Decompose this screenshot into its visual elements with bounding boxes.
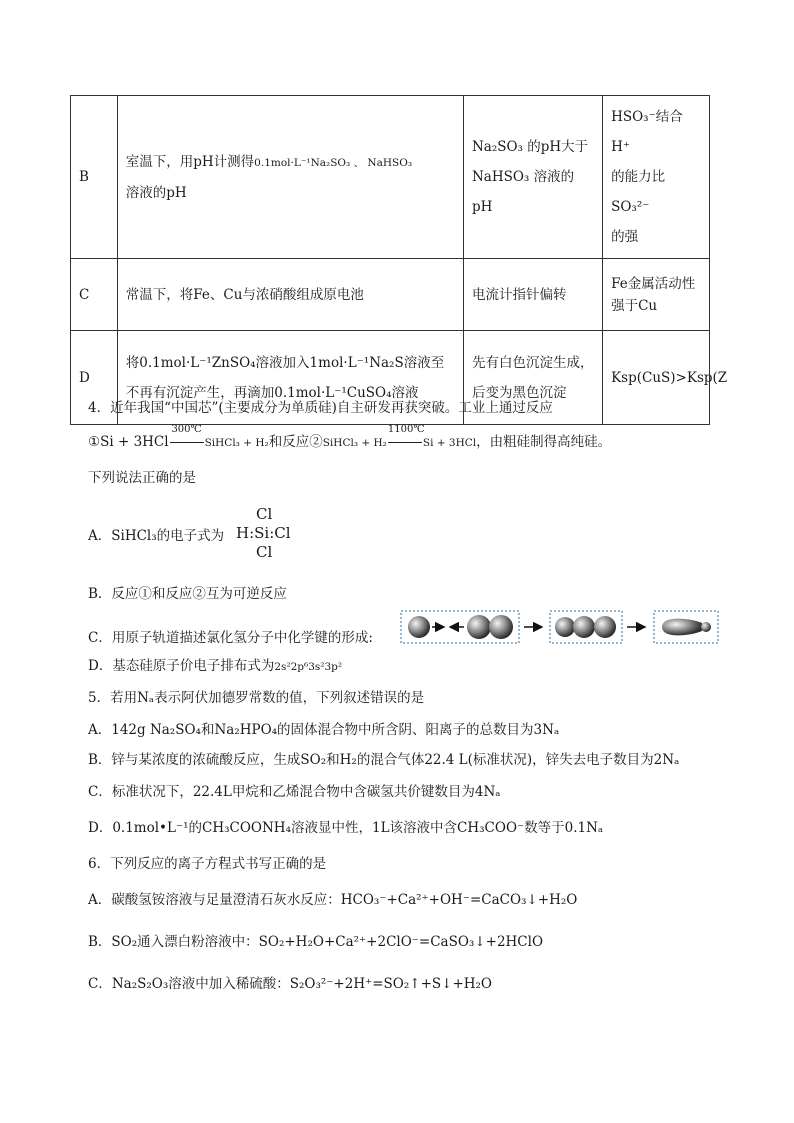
phenomenon-text: Na₂SO₃ 的pH大于 bbox=[471, 139, 589, 155]
q4-option-d bbox=[88, 656, 342, 677]
reaction1-reactants: ①Si + 3HCl bbox=[88, 434, 169, 450]
reaction2-reactants: SiHCl₃ + H₂ bbox=[322, 437, 387, 449]
conclusion-text-2: 强于Cu bbox=[611, 297, 658, 314]
lewis-bottom: Cl bbox=[256, 543, 273, 561]
experiment-table bbox=[70, 95, 728, 425]
table-row bbox=[71, 259, 710, 331]
operation-text-2: 不再有沉淀产生，再滴加0.1mol·L⁻¹CuSO₄溶液 bbox=[125, 384, 419, 401]
q5-stem: 5．若用Nₐ表示阿伏加德罗常数的值，下列叙述错误的是 bbox=[88, 690, 425, 706]
reaction2-condition: 1100℃ bbox=[387, 424, 425, 435]
q4-option-b: B．反应①和反应②互为可逆反应 bbox=[88, 586, 287, 602]
conclusion-text-2: 的能力比SO₃²⁻ bbox=[611, 169, 666, 215]
q4-ask: 下列说法正确的是 bbox=[88, 470, 196, 486]
conclusion-text-3: 的强 bbox=[611, 229, 639, 245]
phenomenon-text: 先有白色沉淀生成， bbox=[471, 354, 594, 371]
reaction2-arrow bbox=[387, 424, 425, 452]
sigma-bond bbox=[662, 619, 702, 636]
q5-option-b: B．锌与某浓度的浓硫酸反应，生成SO₂和H₂的混合气体22.4 L(标准状况)，锌失去电子数目为2Nₐ bbox=[88, 752, 680, 768]
conclusion-cell: Ksp(CuS)>Ksp(Z bbox=[603, 331, 710, 425]
q6-option-a: A．碳酸氢铵溶液与足量澄清石灰水反应：HCO₃⁻+Ca²⁺+OH⁻=CaCO₃↓+H₂O bbox=[88, 892, 578, 908]
row-label: C bbox=[71, 259, 118, 331]
operation-cell: 常温下，将Fe、Cu与浓硝酸组成原电池 bbox=[117, 259, 463, 331]
q4-option-a: A．SiHCl₃的电子式为 bbox=[88, 528, 225, 544]
option-d-formula: 2s²2p⁶3s²3p² bbox=[274, 661, 343, 673]
q6-option-c: C．Na₂S₂O₃溶液中加入稀硫酸：S₂O₃²⁻+2H⁺=SO₂↑+S↓+H₂O bbox=[88, 976, 493, 992]
table-row bbox=[71, 96, 710, 259]
operation-cell bbox=[117, 96, 463, 259]
h-orbital bbox=[408, 616, 430, 638]
orbital-overlap-diagram bbox=[400, 610, 720, 644]
reaction1-condition: 300℃ bbox=[171, 424, 202, 435]
q5-option-a: A．142g Na₂SO₄和Na₂HPO₄的固体混合物中所含阴、阳离子的总数目为3Nₐ bbox=[88, 722, 560, 738]
reaction2-products: Si + 3HCl bbox=[422, 437, 477, 449]
q4-option-c: C．用原子轨道描述氯化氢分子中化学键的形成: bbox=[88, 630, 373, 646]
row-label: B bbox=[71, 96, 118, 259]
conclusion-cell bbox=[603, 96, 710, 259]
operation-text-2: 溶液的pH bbox=[125, 184, 187, 201]
q6-option-b: B．SO₂通入漂白粉溶液中：SO₂+H₂O+Ca²⁺+2ClO⁻=CaSO₃↓+2HClO bbox=[88, 934, 544, 950]
operation-text: 室温下，用pH计测得 bbox=[125, 153, 255, 170]
phenomenon-text-2: 后变为黑色沉淀 bbox=[471, 384, 567, 401]
phenomenon-text-2: NaHSO₃ 溶液的pH bbox=[471, 169, 575, 215]
conclusion-text: HSO₃⁻结合H⁺ bbox=[611, 109, 683, 155]
reaction1-arrow bbox=[170, 424, 204, 452]
q4-stem: 4．近年我国“中国芯”(主要成分为单质硅)自主研发再获突破。工业上通过反应 bbox=[88, 400, 553, 416]
conclusion-text: Fe金属活动性 bbox=[611, 275, 696, 292]
reaction-connector: 和反应② bbox=[268, 434, 323, 450]
reaction1-products: SiHCl₃ + H₂ bbox=[204, 437, 269, 449]
lewis-middle: H:Si:Cl bbox=[236, 524, 291, 542]
operation-formula: 0.1mol·L⁻¹Na₂SO₃ 、 NaHSO₃ bbox=[254, 156, 413, 169]
phenomenon-cell: 电流计指针偏转 bbox=[463, 259, 602, 331]
q6-stem: 6．下列反应的离子方程式书写正确的是 bbox=[88, 856, 327, 872]
q4-stem-tail: ，由粗硅制得高纯硅。 bbox=[476, 434, 612, 450]
option-d-text: D．基态硅原子价电子排布式为 bbox=[88, 658, 275, 674]
q4-reactions bbox=[88, 424, 612, 453]
q5-option-c: C．标准状况下，22.4L甲烷和乙烯混合物中含碳氢共价键数目为4Nₐ bbox=[88, 784, 501, 800]
operation-text: 将0.1mol·L⁻¹ZnSO₄溶液加入1mol·L⁻¹Na₂S溶液至 bbox=[125, 354, 445, 371]
lewis-top: Cl bbox=[256, 505, 273, 523]
cl-orbital bbox=[489, 615, 513, 639]
phenomenon-cell bbox=[463, 96, 602, 259]
q5-option-d: D．0.1mol•L⁻¹的CH₃COONH₄溶液显中性，1L该溶液中含CH₃COO⁻数等于0.1Nₐ bbox=[88, 820, 604, 836]
conclusion-cell bbox=[603, 259, 710, 331]
row-label: D bbox=[71, 331, 118, 425]
lewis-structure bbox=[236, 505, 291, 562]
